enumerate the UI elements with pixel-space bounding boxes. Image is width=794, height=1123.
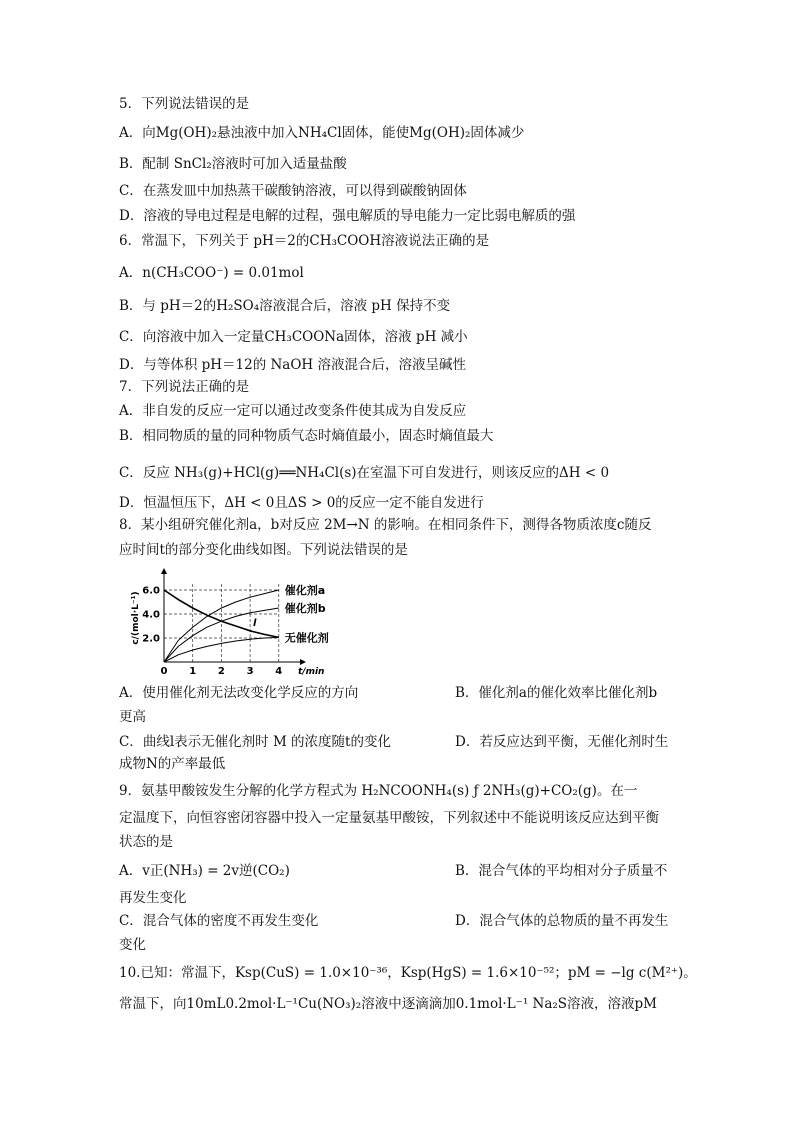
q6-option-d: D．与等体积 pH＝12的 NaOH 溶液混合后，溶液呈碱性 xyxy=(119,357,466,373)
y-axis-label: c/(mol·L⁻¹) xyxy=(131,591,141,645)
q9-option-c: C．混合气体的密度不再发生变化 xyxy=(119,913,319,929)
q8-option-c: C．曲线l表示无催化剂时 M 的浓度随t的变化 xyxy=(119,734,391,750)
q9-option-d-line2: 变化 xyxy=(119,937,146,953)
q9-stem-line1: 9．氨基甲酸铵发生分解的化学方程式为 H₂NCOONH₄(s) ƒ 2NH₃(g)+CO₂(g)。在一 xyxy=(119,783,638,799)
q6-option-c: C．向溶液中加入一定量CH₃COONa固体，溶液 pH 减小 xyxy=(119,329,468,345)
q7-option-c: C．反应 NH₃(g)+HCl(g)══NH₄Cl(s)在室温下可自发进行，则该反应的ΔH < 0 xyxy=(119,465,610,481)
y-tick-label-2: 6.0 xyxy=(142,585,160,597)
q7-option-a: A．非自发的反应一定可以通过改变条件使其成为自发反应 xyxy=(119,403,467,419)
q10-stem-line2: 常温下，向10mL0.2mol·L⁻¹Cu(NO₃)₂溶液中逐滴滴加0.1mol·L⁻¹ Na₂S溶液，溶液pM xyxy=(119,996,658,1012)
x-tick-label-3: 3 xyxy=(246,666,254,677)
q9-stem-line2: 定温度下，向恒容密闭容器中投入一定量氨基甲酸铵，下列叙述中不能说明该反应达到平衡 xyxy=(119,810,659,826)
q9-option-d-line1: D．混合气体的总物质的量不再发生 xyxy=(455,913,669,929)
series-label-2: 无催化剂 xyxy=(284,631,329,645)
q6-stem: 6．常温下，下列关于 pH＝2的CH₃COOH溶液说法正确的是 xyxy=(119,233,490,249)
x-tick-label-1: 1 xyxy=(189,666,197,677)
q9-stem-line3: 状态的是 xyxy=(119,834,173,850)
q6-option-a: A．n(CH₃COO⁻) = 0.01mol xyxy=(119,265,304,281)
x-tick-label-0: 0 xyxy=(160,666,168,677)
q8-option-d-line2: 成物N的产率最低 xyxy=(119,756,226,772)
x-axis-arrow xyxy=(300,659,306,665)
series-label-0: 催化剂a xyxy=(284,584,326,597)
q7-option-b: B．相同物质的量的同种物质气态时熵值最小，固态时熵值最大 xyxy=(119,428,494,444)
series-label-1: 催化剂b xyxy=(284,602,326,615)
q9-option-a: A．v正(NH₃) = 2v逆(CO₂) xyxy=(119,863,290,879)
q5-stem: 5．下列说法错误的是 xyxy=(119,96,250,112)
q9-option-b-line2: 再发生变化 xyxy=(119,890,187,906)
q8-stem-line1: 8．某小组研究催化剂a，b对反应 2M→N 的影响。在相同条件下，测得各物质浓度c随反 xyxy=(119,517,652,533)
q8-option-a: A．使用催化剂无法改变化学反应的方向 xyxy=(119,685,359,701)
q5-option-a: A．向Mg(OH)₂悬浊液中加入NH₄Cl固体，能使Mg(OH)₂固体减少 xyxy=(119,125,525,141)
q8-stem-line2: 应时间t的部分变化曲线如图。下列说法错误的是 xyxy=(119,542,408,558)
q9-option-b-line1: B．混合气体的平均相对分子质量不 xyxy=(455,863,668,879)
q8-option-d-line1: D．若反应达到平衡，无催化剂时生 xyxy=(455,734,669,750)
x-axis-label: t/min xyxy=(298,667,325,677)
concentration-time-chart xyxy=(128,568,368,680)
y-tick-label-1: 4.0 xyxy=(142,609,160,621)
q7-stem: 7．下列说法正确的是 xyxy=(119,379,250,395)
y-axis-arrow xyxy=(161,568,167,574)
y-tick-label-0: 2.0 xyxy=(142,633,160,645)
q8-option-b-line2: 更高 xyxy=(119,709,146,725)
curve-l-label: l xyxy=(252,618,257,629)
q6-option-b: B．与 pH＝2的H₂SO₄溶液混合后，溶液 pH 保持不变 xyxy=(119,298,451,314)
q10-stem-line1: 10.已知：常温下，Ksp(CuS) = 1.0×10⁻³⁶，Ksp(HgS) = 1.6×10⁻⁵²；pM = −lg c(M²⁺)。 xyxy=(119,965,697,981)
x-tick-label-2: 2 xyxy=(217,666,225,677)
q5-option-b: B．配制 SnCl₂溶液时可加入适量盐酸 xyxy=(119,156,347,172)
x-tick-label-4: 4 xyxy=(275,666,283,677)
q7-option-d: D．恒温恒压下，ΔH < 0且ΔS > 0的反应一定不能自发进行 xyxy=(119,495,484,511)
q8-option-b-line1: B．催化剂a的催化效率比催化剂b xyxy=(455,685,658,701)
q5-option-d: D．溶液的导电过程是电解的过程，强电解质的导电能力一定比弱电解质的强 xyxy=(119,208,576,224)
q5-option-c: C．在蒸发皿中加热蒸干碳酸钠溶液，可以得到碳酸钠固体 xyxy=(119,183,467,199)
